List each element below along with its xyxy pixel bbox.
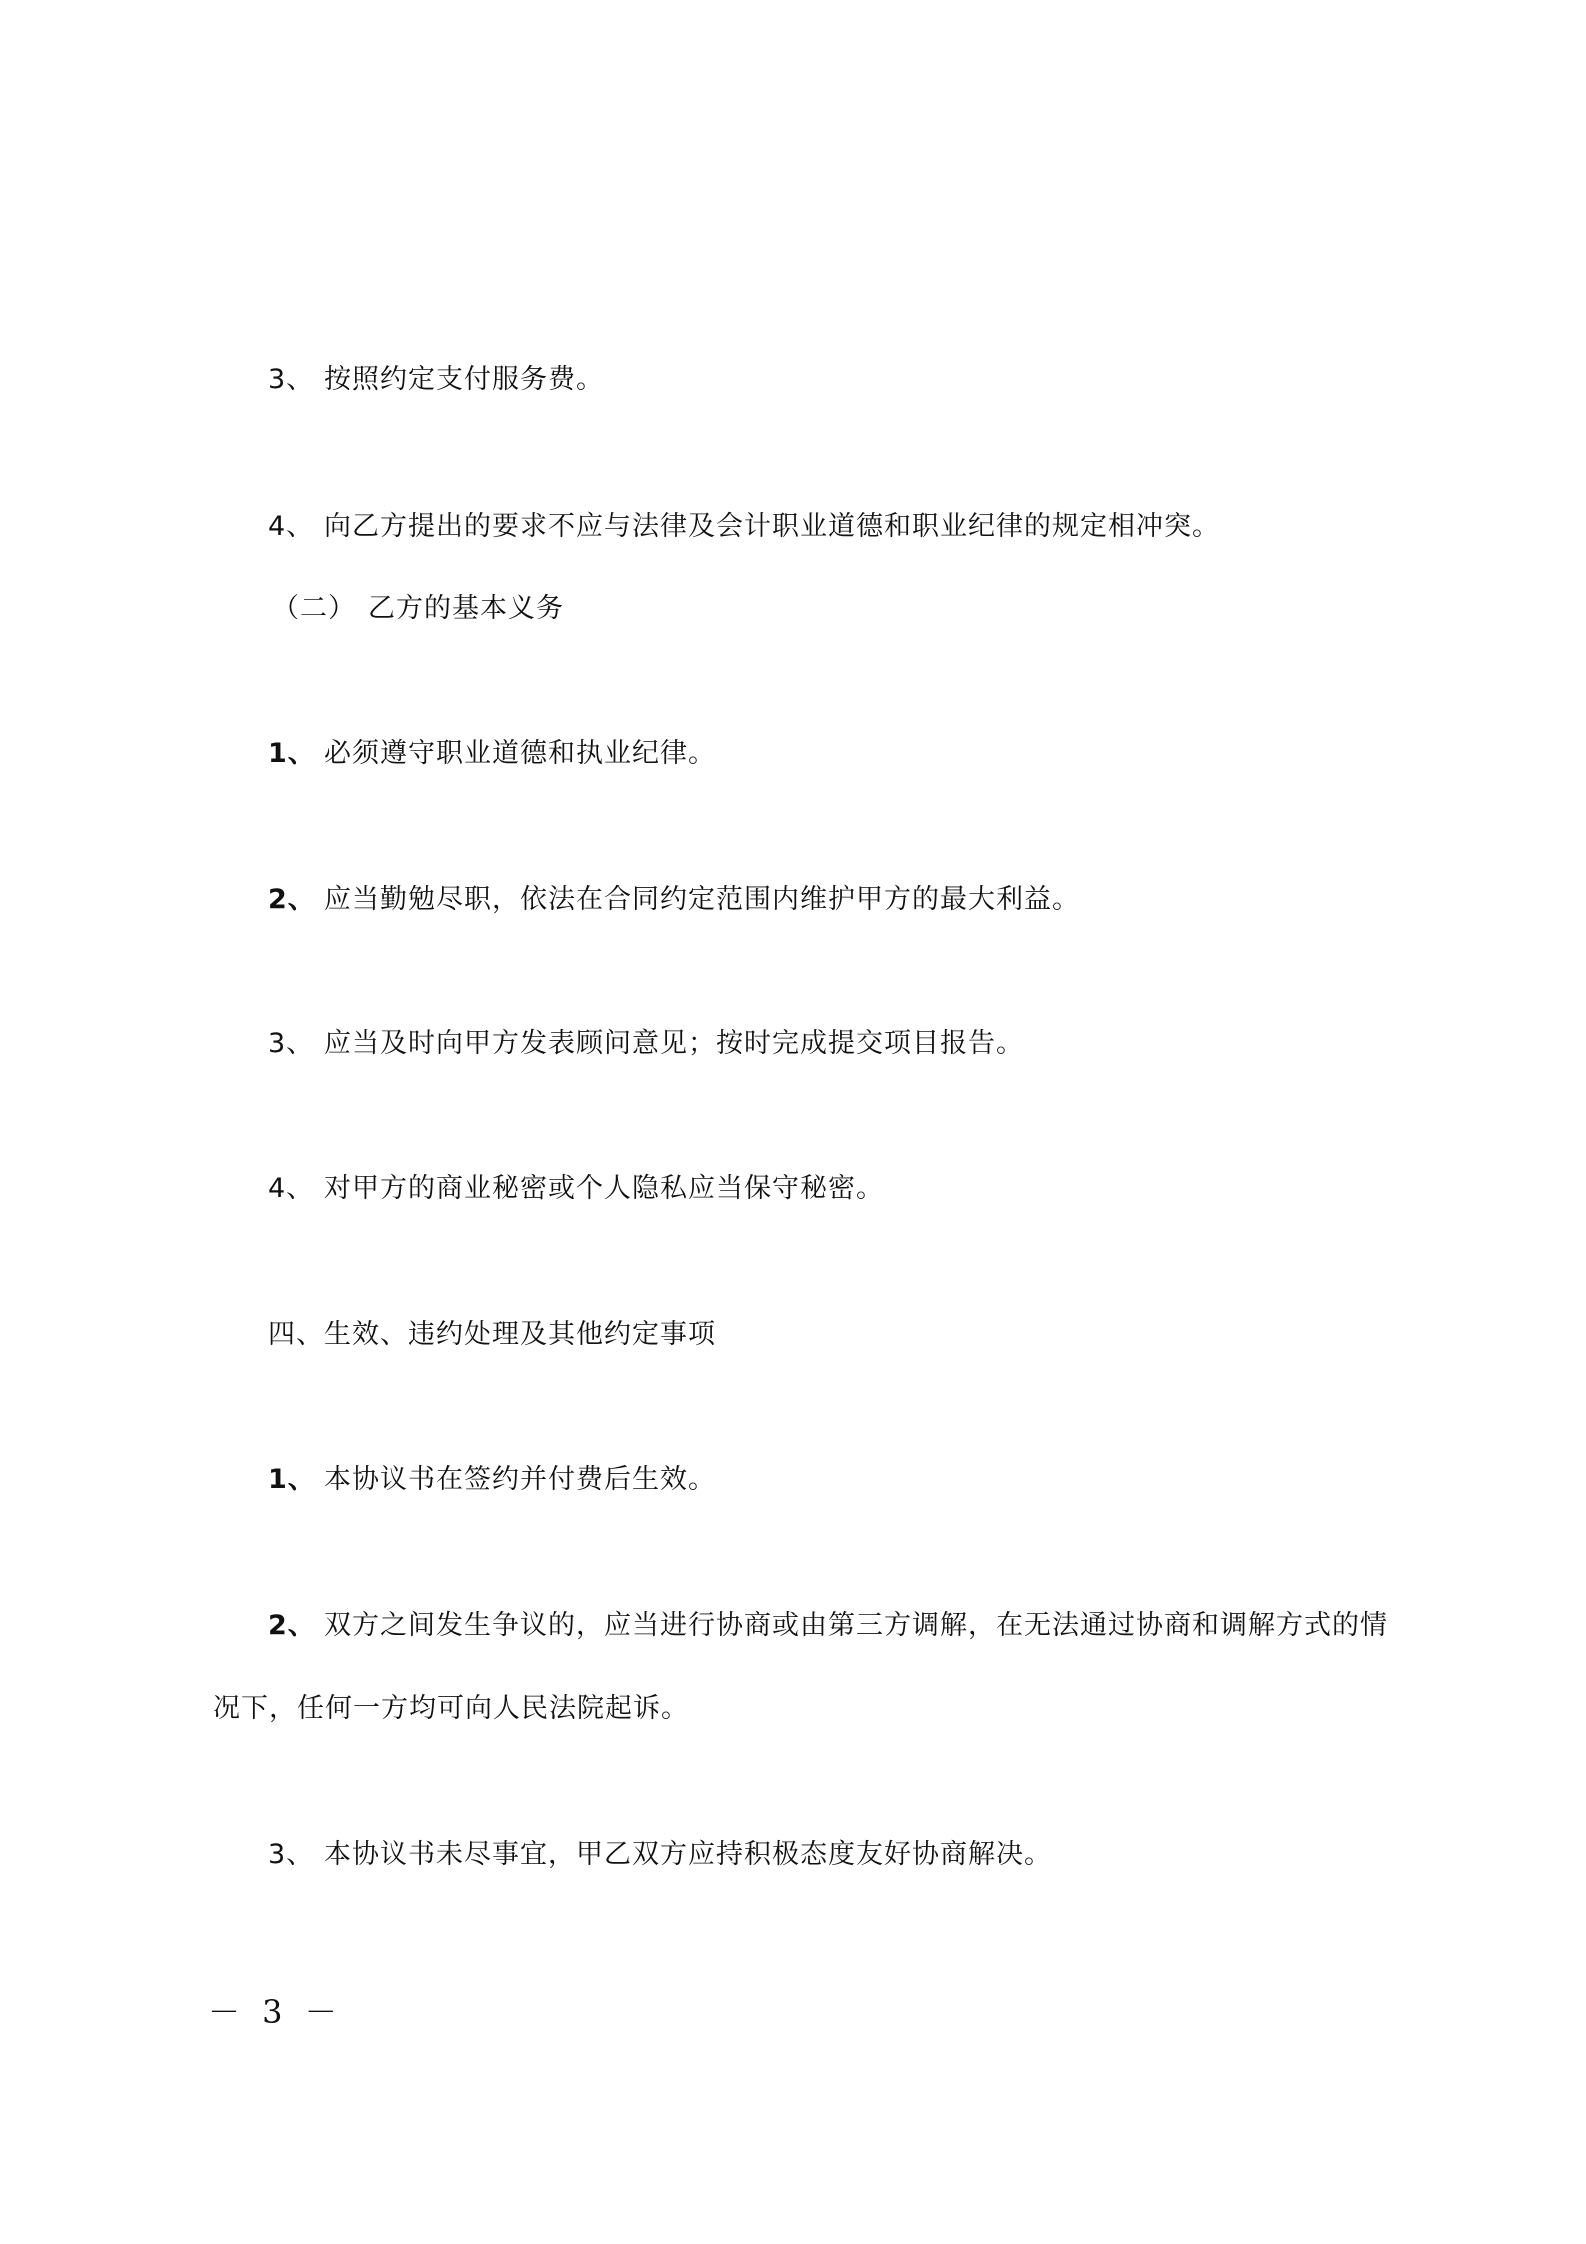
clause-line bbox=[268, 1026, 1024, 1062]
section-title: 乙方的基本义务 bbox=[368, 593, 564, 624]
clause-number: 1、 bbox=[268, 738, 316, 769]
clause-line bbox=[268, 882, 1080, 918]
clause-text: 本协议书未尽事宜，甲乙双方应持积极态度友好协商解决。 bbox=[324, 1839, 1052, 1870]
section-heading bbox=[272, 591, 564, 627]
clause-number: 2、 bbox=[268, 1610, 316, 1641]
page-number: － 3 － bbox=[208, 1993, 343, 2031]
clause-number: 2、 bbox=[268, 884, 316, 915]
clause-line bbox=[268, 736, 716, 772]
clause-number: 1、 bbox=[268, 1464, 316, 1495]
section-number: （二） bbox=[272, 593, 356, 624]
clause-line-continuation bbox=[213, 1691, 689, 1727]
clause-text: 向乙方提出的要求不应与法律及会计职业道德和职业纪律的规定相冲突。 bbox=[324, 511, 1220, 542]
clause-number: 4、 bbox=[268, 511, 315, 542]
clause-number: 3、 bbox=[268, 1839, 315, 1870]
clause-text: 况下，任何一方均可向人民法院起诉。 bbox=[213, 1693, 689, 1724]
clause-number: 3、 bbox=[268, 1028, 315, 1059]
clause-text: 按照约定支付服务费。 bbox=[324, 364, 604, 395]
clause-line bbox=[268, 1462, 716, 1498]
clause-text: 应当勤勉尽职，依法在合同约定范围内维护甲方的最大利益。 bbox=[324, 884, 1080, 915]
clause-line bbox=[268, 1171, 884, 1207]
clause-line bbox=[268, 362, 604, 398]
section-title: 四、生效、违约处理及其他约定事项 bbox=[268, 1319, 716, 1350]
clause-text: 本协议书在签约并付费后生效。 bbox=[324, 1464, 716, 1495]
clause-number: 4、 bbox=[268, 1173, 315, 1204]
clause-number: 3、 bbox=[268, 364, 315, 395]
clause-text: 对甲方的商业秘密或个人隐私应当保守秘密。 bbox=[324, 1173, 884, 1204]
clause-text: 双方之间发生争议的，应当进行协商或由第三方调解，在无法通过协商和调解方式的情 bbox=[324, 1610, 1388, 1641]
clause-text: 应当及时向甲方发表顾问意见；按时完成提交项目报告。 bbox=[324, 1028, 1024, 1059]
clause-line bbox=[268, 509, 1220, 545]
section-heading bbox=[268, 1317, 716, 1353]
clause-line bbox=[268, 1837, 1052, 1873]
clause-line bbox=[268, 1608, 1388, 1644]
clause-text: 必须遵守职业道德和执业纪律。 bbox=[324, 738, 716, 769]
